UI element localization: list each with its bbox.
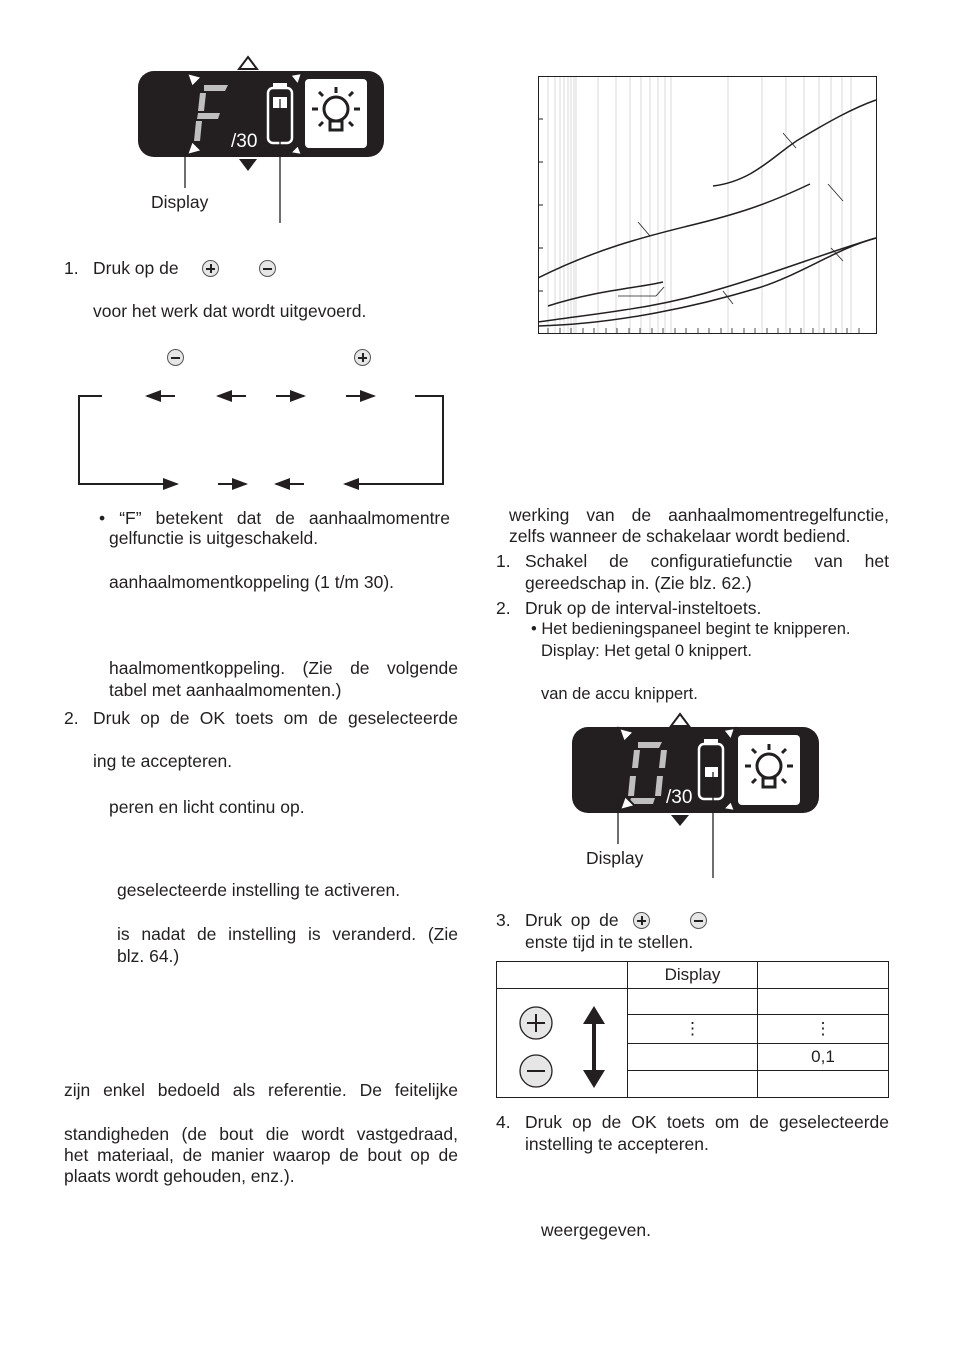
step-number: 2. xyxy=(64,708,79,728)
right-step2-bullet-2: Display: Het getal 0 knippert. xyxy=(541,642,752,660)
step2-text: Druk op de OK toets om de geselecteerde xyxy=(93,708,458,728)
torque-graph xyxy=(538,76,878,336)
right-step3-text: Druk op de xyxy=(525,910,619,930)
minus-button-icon xyxy=(167,349,184,366)
step1-text: Druk op de xyxy=(93,258,179,278)
haal-text: haalmomentkoppeling. (Zie de volgende xyxy=(109,658,458,678)
nadat-text: is nadat de instelling is veranderd. (Zie xyxy=(117,924,458,944)
peren-text: peren en licht continu op. xyxy=(109,797,305,817)
table-header-cell: Display xyxy=(628,962,758,989)
step-number: 4. xyxy=(496,1112,511,1132)
step-number: 3. xyxy=(496,910,511,930)
reference-text: zijn enkel bedoeld als referentie. De feitelijke xyxy=(64,1080,458,1100)
minus-button-icon xyxy=(520,1055,552,1087)
display-label: Display xyxy=(151,192,209,212)
plus-button-icon xyxy=(520,1007,552,1039)
right-step3-text-2: enste tijd in te stellen. xyxy=(525,932,694,952)
panel-counter: /30 xyxy=(231,131,258,152)
bullet-f-text-2: gelfunctie is uitgeschakeld. xyxy=(109,528,319,548)
table-cell xyxy=(628,1071,758,1098)
step-number: 1. xyxy=(496,551,511,571)
reference-text-4: plaats wordt gehouden, enz.). xyxy=(64,1166,295,1186)
werking-text-2: zelfs wanneer de schakelaar wordt bediend. xyxy=(509,526,851,546)
table-cell xyxy=(628,1044,758,1071)
table-cell xyxy=(758,989,889,1015)
right-step4-text: Druk op de OK toets om de geselecteerde xyxy=(525,1112,889,1132)
table-cell xyxy=(628,989,758,1015)
table-cell: ⋮ xyxy=(758,1015,889,1044)
double-arrow-icon xyxy=(583,1006,605,1088)
step2-text-2: ing te accepteren. xyxy=(93,751,233,771)
setting-cycle-diagram xyxy=(72,385,452,490)
haal-text-2: tabel met aanhaalmomenten.) xyxy=(109,680,342,700)
table-button-graphic xyxy=(510,1000,620,1095)
table-cell: 0,1 xyxy=(758,1044,889,1071)
plus-button-icon xyxy=(202,260,219,277)
right-step1-text-2: gereedschap in. (Zie blz. 62.) xyxy=(525,573,752,593)
table-header-cell xyxy=(497,962,628,989)
reference-text-3: het materiaal, de manier waarop de bout op de xyxy=(64,1145,458,1165)
right-step1-text: Schakel de configuratiefunctie van het xyxy=(525,551,889,571)
weergegeven-text: weergegeven. xyxy=(541,1220,651,1240)
koppeling-text: aanhaalmomentkoppeling (1 t/m 30). xyxy=(109,572,395,592)
minus-button-icon xyxy=(259,260,276,277)
right-step2-bullet-3: van de accu knippert. xyxy=(541,685,698,703)
plus-button-icon xyxy=(633,912,650,929)
table-cell: ⋮ xyxy=(628,1015,758,1044)
display-label: Display xyxy=(586,848,644,868)
panel-counter: /30 xyxy=(666,787,693,808)
minus-button-icon xyxy=(690,912,707,929)
right-step2-text: Druk op de interval-insteltoets. xyxy=(525,598,762,618)
right-step4-text-2: instelling te accepteren. xyxy=(525,1134,709,1154)
reference-text-2: standigheden (de bout die wordt vastgedraad, xyxy=(64,1124,458,1144)
table-header-cell xyxy=(758,962,889,989)
werking-text: werking van de aanhaalmomentregelfunctie, xyxy=(509,505,889,525)
nadat-text-2: blz. 64.) xyxy=(117,946,180,966)
step-number: 1. xyxy=(64,258,79,278)
plus-button-icon xyxy=(354,349,371,366)
step-number: 2. xyxy=(496,598,511,618)
table-cell xyxy=(758,1071,889,1098)
bullet-f-text: • “F” betekent dat de aanhaalmomentre xyxy=(99,508,450,528)
geselecteerde-text: geselecteerde instelling te activeren. xyxy=(117,880,401,900)
right-step2-bullet: • Het bedieningspaneel begint te knipperen. xyxy=(531,620,851,638)
step1-text-2: voor het werk dat wordt uitgevoerd. xyxy=(93,301,367,321)
